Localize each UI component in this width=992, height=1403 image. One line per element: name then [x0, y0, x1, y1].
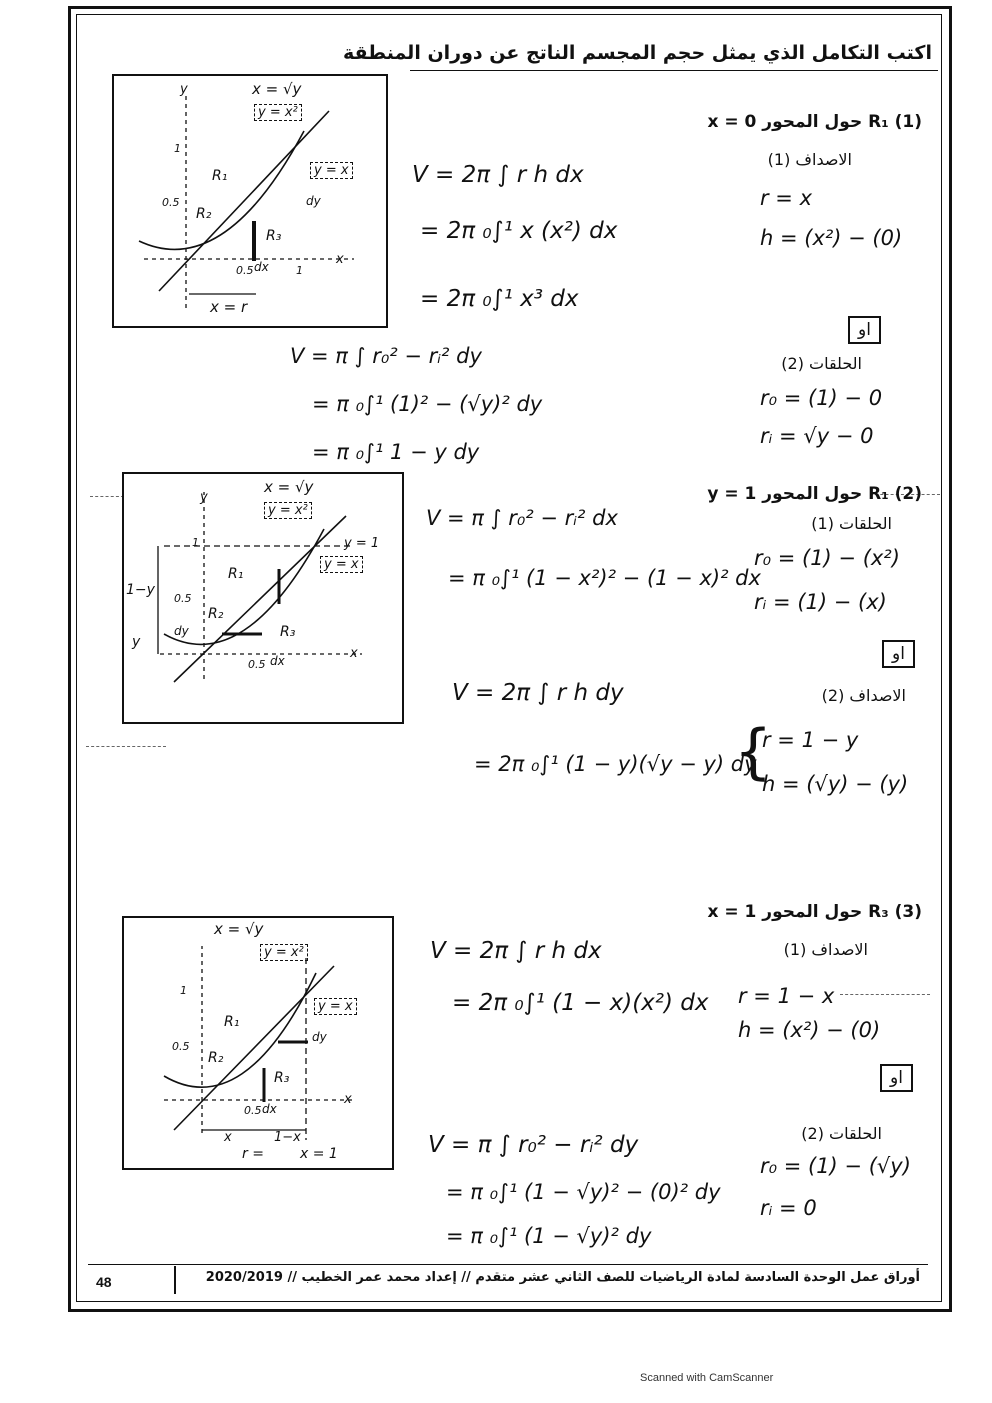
fig3-top-label: x = √y — [214, 920, 264, 938]
fig3-tick-half-x: 0.5 — [244, 1104, 262, 1117]
fig3-x-dist: x — [224, 1130, 232, 1145]
fig2-r1: R₁ — [228, 566, 244, 582]
fig3-one-minus-x: 1−x — [274, 1130, 301, 1145]
s2-eq1: V = π ∫ r₀² − rᵢ² dx — [426, 506, 618, 530]
fig3-tick-half: 0.5 — [172, 1040, 190, 1053]
s1-method-b: الحلقات (2) — [781, 354, 862, 373]
fig1-tick-half: 0.5 — [162, 196, 180, 209]
fig1-curve-label: y = x² — [254, 104, 302, 121]
s3-eq2: = 2π ₀∫¹ (1 − x)(x²) dx — [452, 990, 709, 1016]
s3-eq5: = π ₀∫¹ (1 − √y)² dy — [446, 1224, 652, 1248]
fig1-x-axis: x — [336, 252, 344, 267]
s1-eq6: = π ₀∫¹ 1 − y dy — [312, 440, 480, 464]
fig2-axis-label: y = 1 — [344, 536, 380, 551]
fig2-tick-half: 0.5 — [174, 592, 192, 605]
fig2-y-axis: y — [200, 490, 208, 505]
fig2-line-label: y = x — [320, 556, 363, 573]
title-underline — [410, 70, 938, 71]
page-title: اكتب التكامل الذي يمثل حجم المجسم الناتج عن دوران المنطقة — [342, 42, 932, 64]
s2-eq4: = 2π ₀∫¹ (1 − y)(√y − y) dy — [474, 752, 757, 776]
fig3-r1: R₁ — [224, 1014, 240, 1030]
s2-eq3: V = 2π ∫ r h dy — [452, 680, 624, 706]
s3-method-b: الحلقات (2) — [801, 1124, 882, 1143]
s1-ro: r₀ = (1) − 0 — [760, 386, 883, 410]
s2-h: h = (√y) − (y) — [762, 772, 909, 796]
s3-ro: r₀ = (1) − (√y) — [760, 1154, 911, 1178]
s2-method-a: الحلقات (1) — [811, 514, 892, 533]
figure-1 — [112, 74, 388, 328]
s1-eq5: = π ₀∫¹ (1)² − (√y)² dy — [312, 392, 543, 416]
s2-r: r = 1 − y — [762, 728, 859, 752]
fig3-dy: dy — [312, 1030, 327, 1044]
s1-method-a: الاصداف (1) — [767, 150, 852, 169]
s1-or-label: او — [848, 316, 881, 344]
s3-eq4: = π ₀∫¹ (1 − √y)² − (0)² dy — [446, 1180, 721, 1204]
fig2-top-label: x = √y — [264, 478, 314, 496]
fig2-tick-one: 1 — [192, 536, 199, 549]
s3-heading: (3) R₃ حول المحور x = 1 — [707, 902, 922, 922]
s1-ri: rᵢ = √y − 0 — [760, 424, 874, 448]
fig3-dx: dx — [262, 1102, 277, 1116]
s2-eq2: = π ₀∫¹ (1 − x²)² − (1 − x)² dx — [448, 566, 761, 590]
fig1-line-label: y = x — [310, 162, 353, 179]
fig1-y-axis: y — [180, 82, 188, 97]
fig1-r3: R₃ — [266, 228, 282, 244]
s1-r: r = x — [760, 186, 813, 210]
fig1-dx: dx — [254, 260, 269, 274]
s1-h: h = (x²) − (0) — [760, 226, 903, 250]
s2-brace: { — [734, 717, 773, 787]
footer-text: أوراق عمل الوحدة السادسة لمادة الرياضيات للصف الثاني عشر متقدم // إعداد محمد عمر الخطيب // 2020/2019 — [205, 1270, 920, 1285]
fig3-line-label: y = x — [314, 998, 357, 1015]
fig2-dy: dy — [174, 624, 189, 638]
s2-mid-mark — [86, 746, 166, 747]
fig2-tick-half-x: 0.5 — [248, 658, 266, 671]
s3-eq3: V = π ∫ r₀² − rᵢ² dy — [428, 1132, 639, 1158]
s2-ro: r₀ = (1) − (x²) — [754, 546, 900, 570]
s2-or-label: او — [882, 640, 915, 668]
footer-separator — [174, 1266, 176, 1294]
s3-h: h = (x²) − (0) — [738, 1018, 881, 1042]
fig1-tick-one-x: 1 — [296, 264, 303, 277]
fig1-tick-half-x: 0.5 — [236, 264, 254, 277]
s3-right-mark — [840, 994, 930, 995]
fig3-axis-label: x = 1 — [300, 1146, 338, 1162]
fig2-dx: dx — [270, 654, 285, 668]
s2-ri: rᵢ = (1) − (x) — [754, 590, 887, 614]
s2-heading: (2) R₁ حول المحور y = 1 — [707, 484, 922, 504]
fig1-tick-one: 1 — [174, 142, 181, 155]
s3-ri: rᵢ = 0 — [760, 1196, 817, 1220]
fig2-one-minus-y: 1−y — [126, 582, 155, 598]
fig2-curve-label: y = x² — [264, 502, 312, 519]
s1-eq2: = 2π ₀∫¹ x (x²) dx — [420, 218, 618, 244]
fig1-bottom: x = r — [210, 298, 248, 316]
fig1-dy: dy — [306, 194, 321, 208]
s3-r: r = 1 − x — [738, 984, 835, 1008]
s3-or-label: او — [880, 1064, 913, 1092]
s1-eq4: V = π ∫ r₀² − rᵢ² dy — [290, 344, 482, 368]
fig2-y-dist: y — [132, 634, 141, 650]
fig3-bottom: r = — [242, 1146, 264, 1162]
fig2-x-axis: x — [350, 646, 358, 661]
s2-method-b: الاصداف (2) — [821, 686, 906, 705]
fig3-r3: R₃ — [274, 1070, 290, 1086]
fig3-x-axis: x — [344, 1092, 352, 1107]
s1-heading: (1) R₁ حول المحور x = 0 — [707, 112, 922, 132]
fig3-tick-one: 1 — [180, 984, 187, 997]
s3-eq1: V = 2π ∫ r h dx — [430, 938, 602, 964]
fig3-r2: R₂ — [208, 1050, 224, 1066]
fig1-top-label: x = √y — [252, 80, 302, 98]
fig2-r3: R₃ — [280, 624, 296, 640]
scanner-watermark: Scanned with CamScanner — [640, 1372, 774, 1384]
s3-method-a: الاصداف (1) — [783, 940, 868, 959]
fig1-r1: R₁ — [212, 168, 228, 184]
fig3-curve-label: y = x² — [260, 944, 308, 961]
figure-3 — [122, 916, 394, 1170]
fig2-r2: R₂ — [208, 606, 224, 622]
s1-eq1: V = 2π ∫ r h dx — [412, 162, 584, 188]
figure-2 — [122, 472, 404, 724]
fig1-r2: R₂ — [196, 206, 212, 222]
page-number: 48 — [96, 1274, 112, 1290]
s1-eq3: = 2π ₀∫¹ x³ dx — [420, 286, 579, 312]
